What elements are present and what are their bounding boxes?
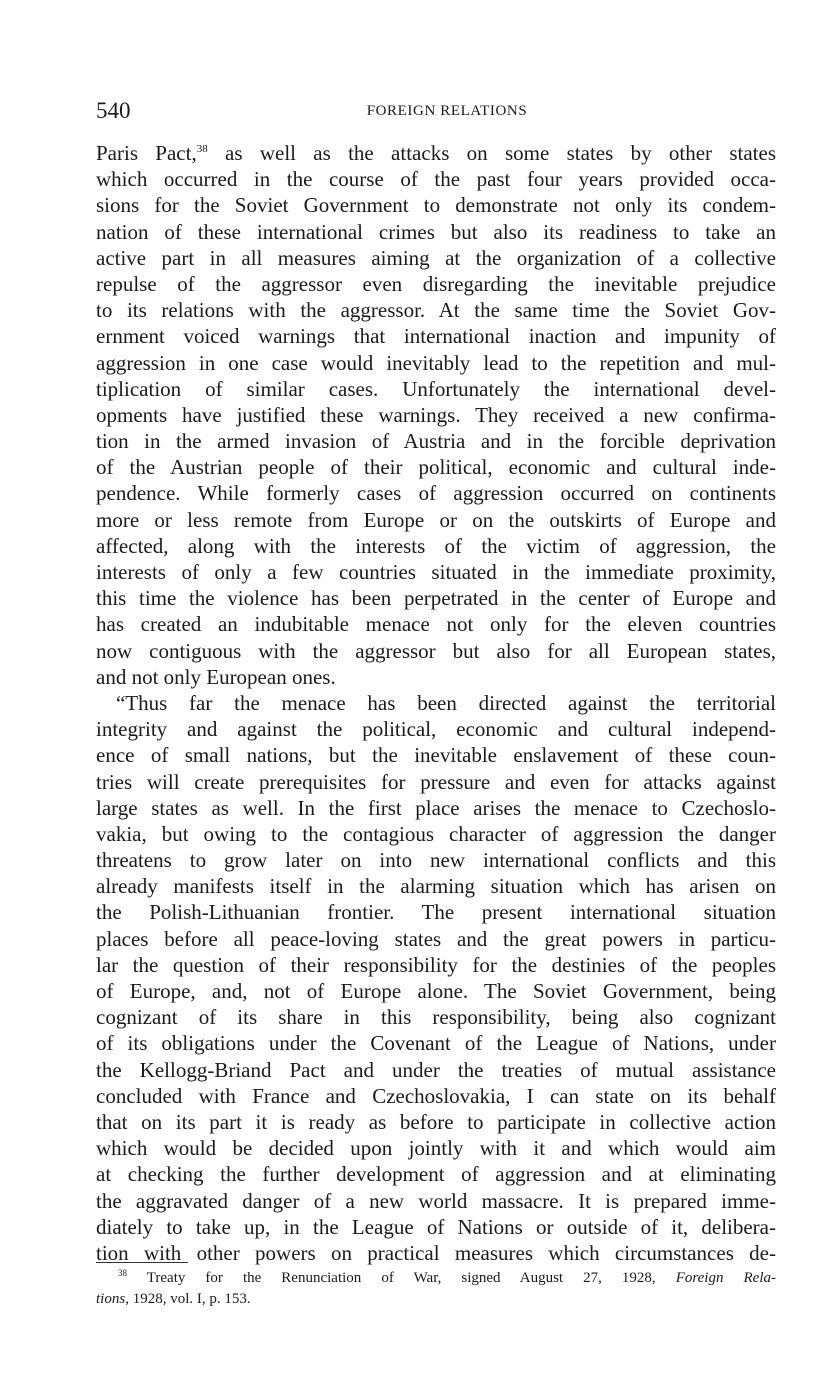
text-line: lar the question of their responsibility for the destinies of the peoples xyxy=(96,952,776,977)
text-line: vakia, but owing to the contagious character of aggression the danger xyxy=(96,821,776,846)
text-line: ence of small nations, but the inevitable enslavement of these coun- xyxy=(96,743,776,768)
text-line: sions for the Soviet Government to demonstrate not only its condem- xyxy=(96,193,776,218)
text-line: to its relations with the aggressor. At the same time the Soviet Gov- xyxy=(96,298,776,323)
text-line: tion with other powers on practical measures which circumstances de- xyxy=(96,1240,776,1265)
text-line: this time the violence has been perpetrated in the center of Europe and xyxy=(96,586,776,611)
text-line: that on its part it is ready as before to participate in collective action xyxy=(96,1109,776,1134)
text-line: “Thus far the menace has been directed against the territorial xyxy=(115,690,776,715)
text-line: the Kellogg-Briand Pact and under the treaties of mutual assistance xyxy=(96,1057,776,1082)
text-line: affected, along with the interests of the victim of aggression, the xyxy=(96,533,776,558)
text-line: of its obligations under the Covenant of the League of Nations, under xyxy=(96,1031,776,1056)
text-line: ernment voiced warnings that international inaction and impunity of xyxy=(96,324,776,349)
text-line: now contiguous with the aggressor but also for all European states, xyxy=(96,638,776,663)
text-line: pendence. While formerly cases of aggression occurred on continents xyxy=(96,481,776,506)
text-line: and not only European ones. xyxy=(96,664,336,689)
text-line: repulse of the aggressor even disregarding the inevitable prejudice xyxy=(96,271,776,296)
text-line: which would be decided upon jointly with it and which would aim xyxy=(96,1136,776,1161)
page-number: 540 xyxy=(96,98,131,123)
footnote-marker: 38 xyxy=(118,1268,127,1278)
text-line: opments have justified these warnings. They received a new confirma- xyxy=(96,402,776,427)
text-line: more or less remote from Europe or on the outskirts of Europe and xyxy=(96,507,776,532)
paragraph-2 xyxy=(96,690,776,1266)
footnote-title: Foreign Rela- xyxy=(675,1270,776,1286)
text-line: of the Austrian people of their political, economic and cultural inde- xyxy=(96,455,776,480)
text-line: threatens to grow later on into new international conflicts and this xyxy=(96,848,776,873)
text-line: interests of only a few countries situated in the immediate proximity, xyxy=(96,560,776,584)
text-line: integrity and against the political, economic and cultural independ- xyxy=(96,717,776,742)
text-line: tries will create prerequisites for pressure and even for attacks against xyxy=(96,769,776,794)
footnote-divider xyxy=(96,1262,188,1263)
text-line: of Europe, and, not of Europe alone. The Soviet Government, being xyxy=(96,979,776,1003)
page-header xyxy=(96,96,776,126)
text-line: the aggravated danger of a new world massacre. It is prepared imme- xyxy=(96,1188,776,1213)
text-line: already manifests itself in the alarming situation which has arisen on xyxy=(96,874,776,899)
text-line: tiplication of similar cases. Unfortunately the international devel- xyxy=(96,376,776,401)
text-line: which occurred in the course of the past four years provided occa- xyxy=(96,167,776,192)
footnote-text: Treaty for the Renunciation of War, signed August 27, 1928, xyxy=(127,1270,676,1286)
text-line: aggression in one case would inevitably lead to the repetition and mul- xyxy=(96,350,776,375)
paragraph-1 xyxy=(96,140,776,690)
footnote-text: , p. 153. xyxy=(201,1291,251,1307)
running-head: FOREIGN RELATIONS xyxy=(366,103,528,119)
text-line: has created an indubitable menace not only for the eleven countries xyxy=(96,612,776,637)
text-line: concluded with France and Czechoslovakia, I can state on its behalf xyxy=(96,1083,776,1108)
body-text xyxy=(96,140,776,1266)
text-line: places before all peace-loving states and the great powers in particu- xyxy=(96,926,776,951)
footnote-text: , 1928, vol. xyxy=(125,1291,197,1307)
text-fragment: as well as the attacks on some states by other states xyxy=(207,141,777,165)
text-line: the Polish-Lithuanian frontier. The present international situation xyxy=(96,900,776,925)
text-line: nation of these international crimes but also its readiness to take an xyxy=(96,219,776,244)
text-line: diately to take up, in the League of Nations or outside of it, delibera- xyxy=(96,1214,776,1239)
footnote-title: tions xyxy=(96,1291,126,1307)
text-fragment: Paris Pact, xyxy=(96,141,197,165)
footnote-line xyxy=(96,1268,776,1289)
footnote-reference[interactable]: 38 xyxy=(196,143,208,155)
text-line: active part in all measures aiming at the organization of a collective xyxy=(96,245,776,270)
text-line: tion in the armed invasion of Austria and in the forcible deprivation xyxy=(96,429,776,454)
footnote-line xyxy=(96,1289,776,1310)
text-line xyxy=(96,140,776,166)
text-line: cognizant of its share in this responsibility, being also cognizant xyxy=(96,1005,776,1030)
footnote-38 xyxy=(96,1268,776,1310)
footnote-volume: I xyxy=(196,1291,202,1307)
text-line: at checking the further development of aggression and at eliminating xyxy=(96,1162,776,1187)
text-line: large states as well. In the first place arises the menace to Czechoslo- xyxy=(96,795,776,820)
